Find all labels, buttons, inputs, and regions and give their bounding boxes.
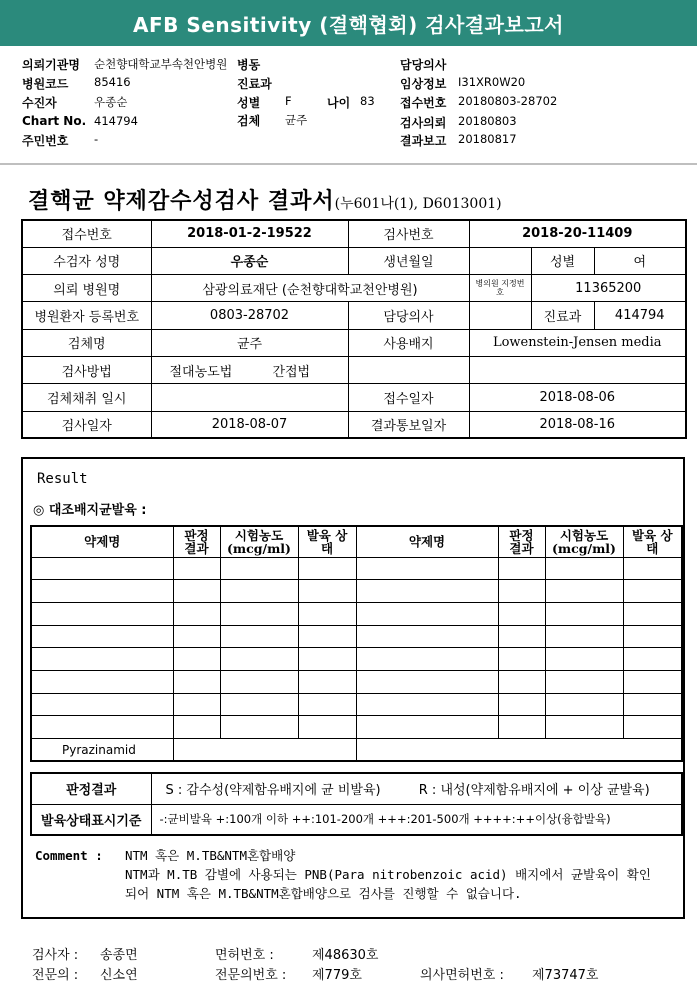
drug-header: 약제명 xyxy=(356,526,498,557)
table-row xyxy=(22,220,686,247)
judge-header: 판정 결과 xyxy=(173,526,220,557)
growth-header: 발육 상태 xyxy=(623,526,682,557)
judge-header: 판정 결과 xyxy=(498,526,545,557)
table-row xyxy=(22,329,686,356)
doctor-label: 담당의사 xyxy=(348,302,469,329)
dob-label: 생년월일 xyxy=(348,247,469,274)
document-title xyxy=(28,184,502,215)
judge-legend-r: R : 내성(약제함유배지에 + 이상 균발육) xyxy=(418,783,650,799)
table-row xyxy=(31,648,682,671)
chart-no-label: Chart No. xyxy=(22,114,87,128)
dob-value xyxy=(469,247,531,274)
conc-header: 시험농도 (mcg/ml) xyxy=(545,526,623,557)
patient-name-value: 우종순 xyxy=(151,247,348,274)
license-value: 제48630호 xyxy=(312,948,379,963)
table-row xyxy=(31,670,682,693)
result-report-value: 20180817 xyxy=(458,132,517,146)
specialist-value: 신소연 xyxy=(100,968,138,983)
notify-date-value: 2018-08-16 xyxy=(469,411,686,438)
doctor-value xyxy=(469,302,531,329)
pyrazinamide-cell: Pyrazinamid xyxy=(31,739,173,762)
table-row xyxy=(22,275,686,302)
comment-line: NTM과 M.TB 감별에 사용되는 PNB(Para nitrobenzoic acid) 배지에서 균발육이 확인 xyxy=(125,867,651,882)
patient-value: 우종순 xyxy=(94,95,128,109)
receipt-no-value: 20180803-28702 xyxy=(458,94,558,108)
specimen-label: 검체 xyxy=(237,114,261,128)
growth-header: 발육 상태 xyxy=(298,526,356,557)
doctor-license-value: 제73747호 xyxy=(532,968,599,983)
age-label: 나이 xyxy=(327,96,351,110)
table-row xyxy=(22,302,686,329)
clinical-info-label: 임상정보 xyxy=(400,77,447,91)
specialist-no-label: 전문의번호 : xyxy=(215,968,287,983)
empty-cell xyxy=(469,356,686,383)
hospital-label: 의뢰 병원명 xyxy=(22,275,151,302)
specimen-value: 균주 xyxy=(151,329,348,356)
table-row xyxy=(31,739,682,762)
table-row xyxy=(22,384,686,411)
test-info-table xyxy=(21,219,687,439)
patient-label: 수진자 xyxy=(22,96,57,110)
test-request-label: 검사의뢰 xyxy=(400,116,447,130)
receipt-no-label: 접수번호 xyxy=(22,220,151,247)
receipt-date-value: 2018-08-06 xyxy=(469,384,686,411)
specialist-label: 전문의 : xyxy=(32,968,79,983)
ward-label: 병동 xyxy=(237,58,261,72)
table-row xyxy=(22,356,686,383)
drug-table-header xyxy=(31,526,682,557)
receipt-no-value: 2018-01-2-19522 xyxy=(151,220,348,247)
sex-value: F xyxy=(285,94,292,108)
table-row xyxy=(31,716,682,739)
request-org-label: 의뢰기관명 xyxy=(22,58,80,72)
result-section xyxy=(21,457,685,919)
footer-signatures xyxy=(0,940,697,990)
dept-value: 414794 xyxy=(594,302,686,329)
resident-no-label: 주민번호 xyxy=(22,134,69,148)
resident-no-value: - xyxy=(94,132,99,146)
comment-label: Comment : xyxy=(35,848,103,863)
request-org-value: 순천향대학교부속천안병원 xyxy=(94,57,228,71)
table-row xyxy=(31,602,682,625)
growth-legend-label: 발육상태표시기준 xyxy=(31,804,151,835)
sex-value: 여 xyxy=(594,247,686,274)
comment-body xyxy=(125,846,675,903)
notify-date-label: 결과통보일자 xyxy=(348,411,469,438)
document-title-code: (누601나(1), D6013001) xyxy=(334,196,502,212)
examiner-label: 검사자 : xyxy=(32,948,79,963)
patient-name-label: 수검자 성명 xyxy=(22,247,151,274)
table-row xyxy=(22,247,686,274)
hospital-code-label: 병원코드 xyxy=(22,77,69,91)
examiner-value: 송종면 xyxy=(100,948,138,963)
conc-header: 시험농도 (mcg/ml) xyxy=(220,526,298,557)
specialist-no-value: 제779호 xyxy=(312,968,362,983)
method-2: 간접법 xyxy=(272,364,311,380)
test-date-value: 2018-08-07 xyxy=(151,411,348,438)
judge-legend-s: S : 감수성(약제함유배지에 균 비발육) xyxy=(165,783,381,799)
divider xyxy=(0,163,697,165)
designated-no-value: 11365200 xyxy=(531,275,686,302)
dept-label: 진료과 xyxy=(237,77,272,91)
method-value xyxy=(151,356,348,383)
legend-table xyxy=(30,772,683,836)
table-row xyxy=(31,693,682,716)
judge-legend-text xyxy=(151,773,682,804)
method-1: 절대농도법 xyxy=(169,364,233,380)
chart-no-value: 414794 xyxy=(94,114,138,128)
test-request-value: 20180803 xyxy=(458,114,517,128)
result-title: Result xyxy=(37,471,88,487)
empty-cell xyxy=(173,739,356,762)
sex-label: 성별 xyxy=(237,96,261,110)
clinical-info-value: I31XR0W20 xyxy=(458,75,526,89)
medium-label: 사용배지 xyxy=(348,329,469,356)
medium-value: Lowenstein-Jensen media xyxy=(469,329,686,356)
license-label: 면허번호 : xyxy=(215,948,274,963)
result-report-label: 결과보고 xyxy=(400,134,447,148)
test-no-value: 2018-20-11409 xyxy=(469,220,686,247)
sex-label: 성별 xyxy=(531,247,594,274)
designated-no-label: 병의원 지정번호 xyxy=(469,275,531,302)
patient-info-block xyxy=(0,53,697,163)
comment-block xyxy=(35,846,675,903)
receipt-no-label: 접수번호 xyxy=(400,96,447,110)
drug-table xyxy=(30,525,683,762)
table-row xyxy=(31,580,682,603)
judge-legend-label: 판정결과 xyxy=(31,773,151,804)
age-value: 83 xyxy=(360,94,375,108)
doctor-license-label: 의사면허번호 : xyxy=(420,968,504,983)
table-row xyxy=(31,625,682,648)
hospital-value: 삼광의료재단 (순천향대학교천안병원) xyxy=(151,275,469,302)
collect-date-value xyxy=(151,384,348,411)
document-title-main: 결핵균 약제감수성검사 결과서 xyxy=(28,188,335,214)
table-row xyxy=(31,804,682,835)
test-date-label: 검사일자 xyxy=(22,411,151,438)
dept-label: 진료과 xyxy=(531,302,594,329)
table-row xyxy=(31,557,682,580)
growth-legend-text: -:균비발육 +:100개 이하 ++:101-200개 +++:201-500개 ++++:++이상(융합발육) xyxy=(151,804,682,835)
comment-line: NTM 혹은 M.TB&NTM혼합배양 xyxy=(125,848,296,863)
reg-no-label: 병원환자 등록번호 xyxy=(22,302,151,329)
collect-date-label: 검체채취 일시 xyxy=(22,384,151,411)
table-row xyxy=(22,411,686,438)
specimen-label: 검체명 xyxy=(22,329,151,356)
comment-line: 되어 NTM 혹은 M.TB&NTM혼합배양으로 검사를 진행할 수 없습니다. xyxy=(125,886,522,901)
report-header: AFB Sensitivity (결핵협회) 검사결과보고서 xyxy=(0,0,697,46)
specimen-value: 균주 xyxy=(285,113,308,127)
doctor-label: 담당의사 xyxy=(400,58,447,72)
receipt-date-label: 접수일자 xyxy=(348,384,469,411)
control-medium-label: ◎ 대조배지균발육 : xyxy=(33,503,147,518)
hospital-code-value: 85416 xyxy=(94,75,131,89)
empty-cell xyxy=(356,739,682,762)
drug-header: 약제명 xyxy=(31,526,173,557)
empty-cell xyxy=(348,356,469,383)
test-no-label: 검사번호 xyxy=(348,220,469,247)
table-row xyxy=(31,773,682,804)
method-label: 검사방법 xyxy=(22,356,151,383)
reg-no-value: 0803-28702 xyxy=(151,302,348,329)
